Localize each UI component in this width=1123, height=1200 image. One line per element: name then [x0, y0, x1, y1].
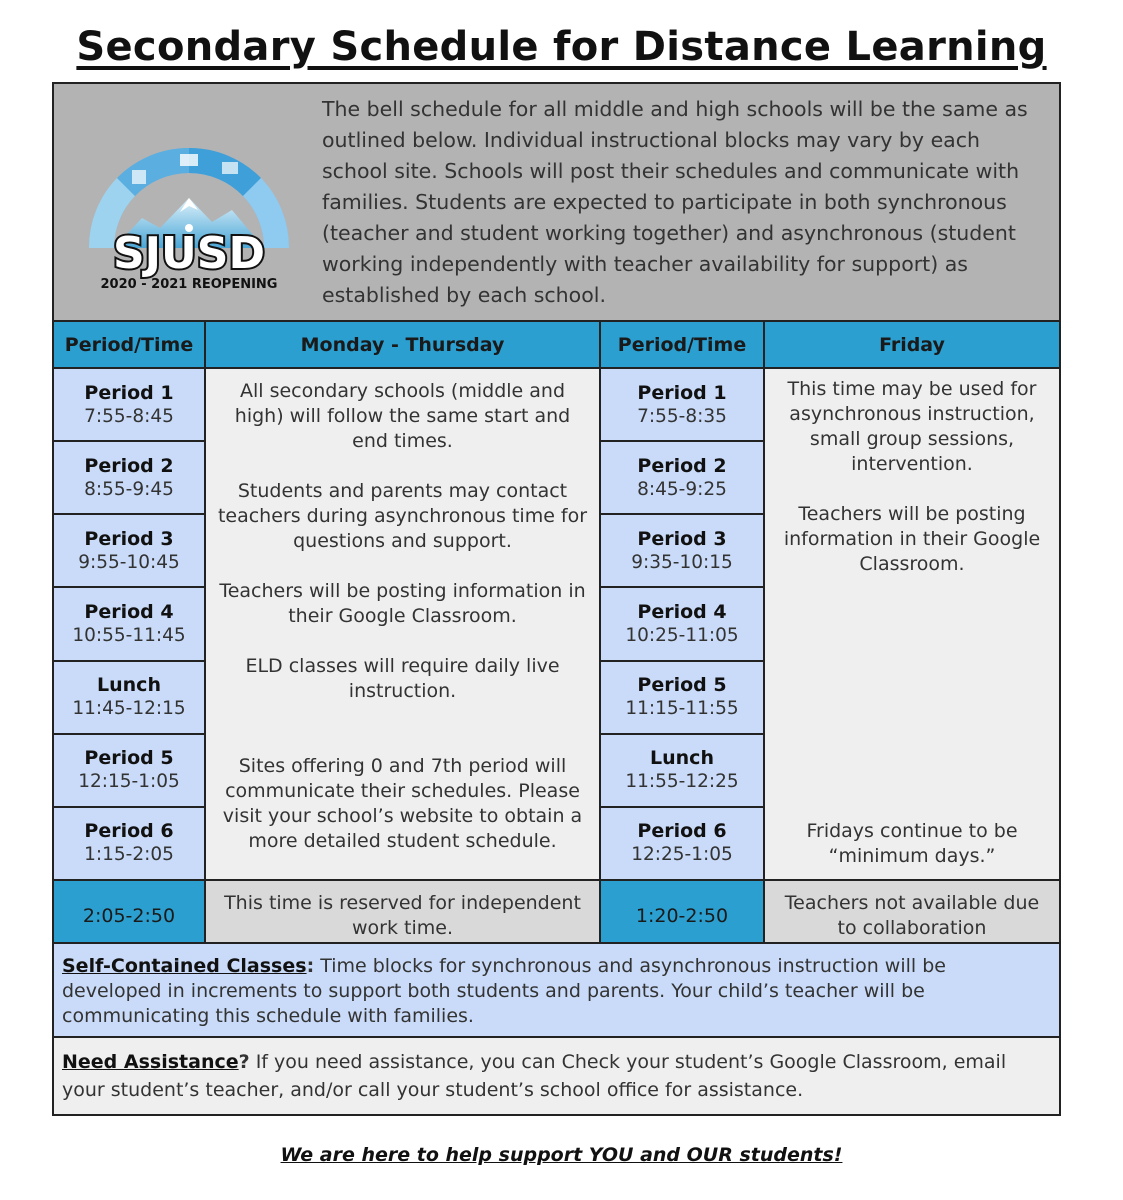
table-header-row	[54, 322, 1059, 368]
self-contained-text: Time blocks for synchronous and asynchronous instruction will be developed in increments to support both students and parents. Your child’s teacher will be communicating this schedule with families.	[62, 955, 946, 1027]
mon-thu-period-cell: Period 2 8:55-9:45	[54, 441, 205, 514]
friday-desc-1: This time may be used for asynchronous instruction, small group sessions, intervention.	[787, 378, 1037, 475]
header-period-time-1: Period/Time	[54, 322, 205, 368]
mon-thu-desc-3: Teachers will be posting information in their Google Classroom.	[219, 580, 586, 627]
mon-thu-period-cell: Lunch 11:45-12:15	[54, 661, 205, 734]
header-period-time-2: Period/Time	[600, 322, 764, 368]
friday-period-cell: Period 4 10:25-11:05	[600, 587, 764, 660]
friday-final-time: 1:20-2:50	[600, 880, 764, 952]
logo-subtitle: 2020 - 2021 REOPENING	[100, 277, 278, 290]
friday-period-cell: Period 6 12:25-1:05	[600, 807, 764, 880]
mon-thu-period-cell: Period 3 9:55-10:45	[54, 514, 205, 587]
table-row	[54, 368, 1059, 441]
friday-final-text: Teachers not available due to collaboration	[764, 880, 1059, 952]
friday-desc-2: Teachers will be posting information in their Google Classroom.	[783, 503, 1041, 575]
friday-desc-3: Fridays continue to be “minimum days.”	[806, 820, 1018, 867]
mon-thu-period-cell: Period 1 7:55-8:45	[54, 368, 205, 441]
friday-period-cell: Period 2 8:45-9:25	[600, 441, 764, 514]
mon-thu-desc-5: Sites offering 0 and 7th period will communicate their schedules. Please visit your school’s website to obtain a more detailed student schedule.	[222, 755, 583, 852]
schedule-table	[54, 322, 1059, 953]
mon-thu-description	[205, 368, 600, 880]
assistance-text: If you need assistance, you can Check your student’s Google Classroom, email your student’s teacher, and/or call your student’s school office for assistance.	[62, 1051, 1007, 1101]
mon-thu-desc-1: All secondary schools (middle and high) will follow the same start and end times.	[234, 380, 571, 452]
mon-thu-desc-2: Students and parents may contact teachers during asynchronous time for questions and support.	[217, 480, 588, 552]
friday-period-cell: Lunch 11:55-12:25	[600, 734, 764, 807]
intro-text: The bell schedule for all middle and high schools will be the same as outlined below. Individual instructional blocks may vary by each school site. Schools will post their schedules and communicate with families. Students are expected to participate in both synchronous (teacher and student working together) and asynchronous (student working independently with teacher availability for support) as established by each school.	[322, 97, 1028, 307]
header-mon-thu: Monday - Thursday	[205, 322, 600, 368]
mon-thu-desc-4: ELD classes will require daily live instruction.	[245, 655, 560, 702]
friday-period-cell: Period 1 7:55-8:35	[600, 368, 764, 441]
schedule-frame	[52, 82, 1061, 1116]
friday-description	[764, 368, 1059, 880]
mon-thu-final-text: This time is reserved for independent work time.	[205, 880, 600, 952]
assistance-label: Need Assistance	[62, 1051, 239, 1073]
sjusd-logo	[72, 118, 306, 290]
footer-message: We are here to help support YOU and OUR students!	[280, 1144, 843, 1166]
page-title: Secondary Schedule for Distance Learning	[76, 24, 1047, 70]
friday-period-cell: Period 3 9:35-10:15	[600, 514, 764, 587]
self-contained-label: Self-Contained Classes	[62, 955, 307, 977]
friday-period-cell: Period 5 11:15-11:55	[600, 661, 764, 734]
intro-section	[54, 84, 1059, 322]
mon-thu-final-time: 2:05-2:50	[54, 880, 205, 952]
mon-thu-period-cell: Period 4 10:55-11:45	[54, 587, 205, 660]
logo-name: SJUSD	[112, 228, 266, 279]
self-contained-section: Self-Contained Classes: Time blocks for synchronous and asynchronous instruction will be developed in increments to support both students and parents. Your child’s teacher will be communicating this schedule with families.	[54, 942, 1059, 1038]
mon-thu-period-cell: Period 5 12:15-1:05	[54, 734, 205, 807]
header-friday: Friday	[764, 322, 1059, 368]
mon-thu-period-cell: Period 6 1:15-2:05	[54, 807, 205, 880]
assistance-section: Need Assistance? If you need assistance, you can Check your student’s Google Classroom, email your student’s teacher, and/or call your student’s school office for assistance.	[54, 1038, 1059, 1114]
